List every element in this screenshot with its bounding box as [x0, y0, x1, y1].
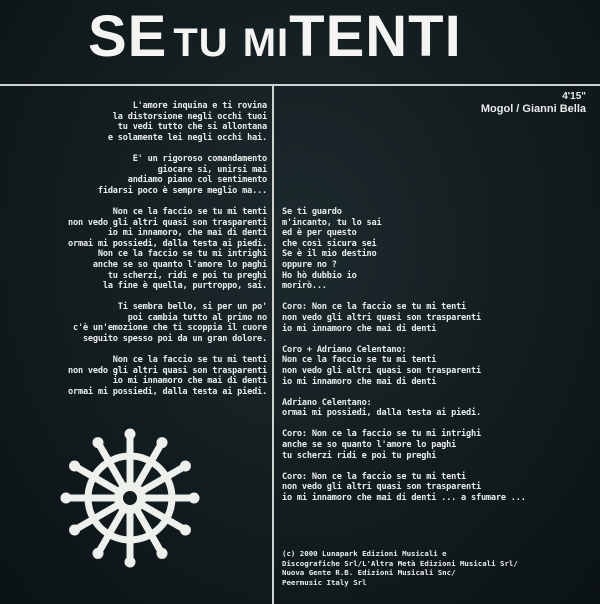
lyrics-line: Coro: Non ce la faccio se tu mi intrighi — [282, 429, 481, 440]
lyrics-line: poi cambia tutto al primo no — [127, 312, 267, 323]
lyrics-stanza — [282, 207, 526, 292]
lyrics-line: ormai mi possiedi, dalla testa ai piedi. — [282, 408, 481, 419]
wheel-handle — [180, 525, 191, 536]
wheel-handle — [93, 437, 104, 448]
lyrics-line: seguito spesso poi da un gran dolore. — [82, 334, 267, 345]
lyrics-line: ormai mi possiedi, dalla testa ai piedi. — [68, 238, 267, 249]
wheel-hub-hole — [123, 491, 137, 505]
lyrics-line: non vedo gli altri quasi son trasparenti — [68, 365, 267, 376]
lyrics-line: io mi innamoro che mai di denti ... a sfumare ... — [282, 493, 526, 504]
lyrics-line: giocare si, unirsi mai — [157, 164, 267, 175]
lyrics-line: Adriano Celentano: — [282, 397, 372, 408]
lyrics-line: non vedo gli altri quasi son trasparenti — [282, 365, 481, 376]
lyrics-line: morirò... — [282, 281, 327, 292]
wheel-handle — [157, 548, 168, 559]
lyrics-right-column — [282, 207, 526, 514]
title-word-mi: MI — [242, 21, 290, 65]
copyright-line: Nuova Gente R.B. Edizioni Musicali Snc/ — [282, 568, 456, 577]
lyrics-line: non vedo gli altri quasi son trasparenti — [282, 312, 481, 323]
lyrics-line: che così sicura sei — [282, 238, 377, 249]
lyrics-line: tu scherzi, ridi e poi tu preghi — [107, 270, 267, 281]
song-authors: Mogol / Gianni Bella — [480, 103, 586, 115]
copyright-notice — [282, 549, 518, 587]
lyrics-line: andiamo piano col sentimento — [127, 175, 267, 186]
wheel-handle — [61, 493, 72, 504]
lyrics-line: m'incanto, tu lo sai — [282, 217, 382, 228]
lyrics-line: anche se so quanto l'amore lo paghi — [92, 259, 267, 270]
lyrics-line: Non ce la faccio se tu mi tenti — [282, 355, 437, 366]
lyrics-line: Coro: Non ce la faccio se tu mi tenti — [282, 302, 467, 313]
lyrics-stanza — [282, 472, 526, 504]
lyrics-stanza — [68, 355, 267, 397]
lyrics-line: oppure no ? — [282, 259, 337, 270]
wheel-handle — [157, 437, 168, 448]
title-word-se: SE — [88, 4, 168, 69]
lyrics-line: io mi innamoro che mai di denti — [282, 376, 437, 387]
lyrics-line: Non ce la faccio se tu mi tenti — [112, 355, 267, 366]
lyrics-line: Se ti guardo — [282, 207, 342, 217]
lyrics-line: non vedo gli altri quasi son trasparenti — [68, 217, 267, 228]
lyrics-line: la fine è quella, purtroppo, sai. — [102, 281, 267, 292]
lyrics-line: Coro: Non ce la faccio se tu mi tenti — [282, 471, 467, 482]
lyrics-line: Se è il mio destino — [282, 249, 377, 260]
lyrics-line: tu scherzi ridi e poi tu preghi — [282, 450, 437, 461]
lyrics-stanza — [282, 398, 526, 419]
song-duration: 4'15" — [562, 91, 586, 102]
lyrics-stanza — [68, 154, 267, 196]
lyrics-line: Coro + Adriano Celentano: — [282, 344, 407, 355]
lyrics-line: Ho hò dubbio io — [282, 270, 357, 281]
wheel-handle — [69, 461, 80, 472]
lyrics-left-column — [68, 101, 267, 408]
lyrics-line: L'amore inquina e ti rovina — [132, 101, 267, 111]
lyrics-line: non vedo gli altri quasi son trasparenti — [282, 482, 481, 493]
lyrics-line: c'è un'emozione che ti scoppia il cuore — [73, 323, 267, 334]
lyrics-line: Non ce la faccio se tu mi intrighi — [97, 249, 267, 260]
lyrics-stanza — [68, 207, 267, 292]
wheel-handle — [189, 493, 200, 504]
lyrics-line: Ti sembra bello, si per un po' — [117, 302, 267, 313]
title-word-tenti: TENTI — [289, 4, 462, 69]
column-divider — [272, 84, 274, 604]
lyrics-line: ormai mi possiedi, dalla testa ai piedi. — [68, 387, 267, 398]
wheel-handle — [69, 525, 80, 536]
lyrics-stanza — [282, 302, 526, 334]
lyrics-stanza — [282, 345, 526, 387]
lyrics-line: fidarsi poco è sempre meglio ma... — [97, 185, 267, 196]
wheel-handle — [180, 461, 191, 472]
lyrics-stanza — [282, 429, 526, 461]
ship-wheel-emblem-icon — [60, 428, 200, 568]
lyrics-line: io mi innamoro che mai di denti — [112, 376, 267, 387]
lyrics-line: la distorsione negli occhi tuoi — [112, 111, 267, 122]
lyrics-line: anche se so quanto l'amore lo paghi — [282, 440, 457, 451]
lyrics-stanza — [68, 302, 267, 344]
copyright-line: Discografiche Srl/L'Altra Metà Edizioni Musicali Srl/ — [282, 558, 518, 568]
title-word-tu: TU — [173, 21, 229, 65]
lyrics-line: Non ce la faccio se tu mi tenti — [112, 206, 267, 217]
song-title — [88, 4, 462, 69]
wheel-handle — [125, 429, 136, 440]
lyrics-line: e solamente lei negli occhi hai. — [107, 132, 267, 143]
lyrics-line: tu vedi tutto che si allontana — [117, 122, 267, 133]
lyrics-line: ed è per questo — [282, 228, 357, 239]
lyrics-line: io mi innamoro, che mai di denti — [107, 228, 267, 239]
title-underline — [0, 84, 600, 86]
lyrics-stanza — [68, 101, 267, 143]
lyrics-line: io mi innamoro che mai di denti — [282, 323, 437, 334]
copyright-line: (c) 2000 Lunapark Edizioni Musicali e — [282, 549, 447, 558]
lyrics-line: E' un rigoroso comandamento — [132, 153, 267, 164]
wheel-handle — [93, 548, 104, 559]
wheel-handle — [125, 557, 136, 568]
copyright-line: Peermusic Italy Srl — [282, 577, 367, 587]
